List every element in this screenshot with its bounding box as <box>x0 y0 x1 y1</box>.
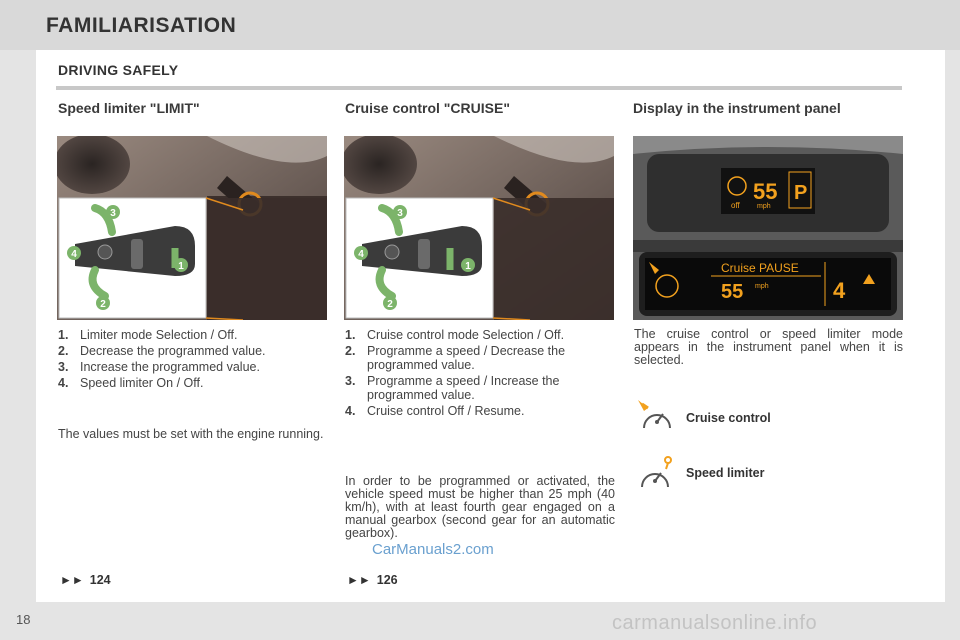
list-item: 1. Limiter mode Selection / Off. <box>58 328 238 342</box>
watermark: CarManuals2.com <box>372 541 494 558</box>
speed-limiter-title: Speed limiter "LIMIT" <box>58 100 200 116</box>
header-bar <box>0 0 960 50</box>
section-title: DRIVING SAFELY <box>58 62 179 78</box>
list-item: 4. Cruise control Off / Resume. <box>345 404 525 418</box>
gear-indicator-top: P <box>794 182 808 204</box>
chapter-title: FAMILIARISATION <box>46 14 237 37</box>
speed-limiter-label: Speed limiter <box>686 466 765 480</box>
stalk-illustration <box>57 136 327 320</box>
stalk-button <box>385 245 399 259</box>
stalk-switch <box>131 239 143 269</box>
list-item: 3. Increase the programmed value. <box>58 360 260 374</box>
cruise-control-photo <box>344 136 614 320</box>
speed-limiter-icon <box>636 455 676 498</box>
instrument-panel-photo <box>633 136 903 320</box>
top-unit: mph <box>757 203 771 210</box>
list-item: 3. Programme a speed / Increase the programmed value. <box>345 374 560 402</box>
bottom-unit: mph <box>755 283 769 290</box>
gear-indicator-bottom: 4 <box>833 278 846 303</box>
stalk-illustration <box>344 136 614 320</box>
cruise-control-list <box>345 328 615 420</box>
bottom-speed: 55 <box>721 281 744 303</box>
page-number: 18 <box>16 612 31 627</box>
speed-limiter-photo <box>57 136 327 320</box>
cruise-control-note: In order to be programmed or activated, the vehicle speed must be higher than 25 mph (40 km/h), with at least fourth gear engaged on a manual gearbox (second gear for an automatic gearbox). <box>345 474 615 540</box>
stalk-button <box>98 245 112 259</box>
top-speed: 55 <box>753 179 778 204</box>
list-item: 2. Programme a speed / Decrease the programmed value. <box>345 344 566 372</box>
skip-forward-icon: ►► <box>60 573 84 587</box>
section-divider <box>56 86 902 90</box>
cruise-control-title: Cruise control "CRUISE" <box>345 100 510 116</box>
display-note: The cruise control or speed limiter mode appears in the instrument panel when it is selected. <box>634 327 903 367</box>
list-item: 2. Decrease the programmed value. <box>58 344 266 358</box>
photo-label-4: 4 <box>358 249 364 260</box>
list-item: 1. Cruise control mode Selection / Off. <box>345 328 565 342</box>
photo-label-4: 4 <box>71 249 77 260</box>
photo-label-3: 3 <box>397 208 403 219</box>
stalk-switch <box>418 239 430 269</box>
top-off-text: off <box>731 201 740 210</box>
speed-limiter-note: The values must be set with the engine running. <box>58 427 324 441</box>
cruise-control-label: Cruise control <box>686 411 771 425</box>
cruise-status-text: Cruise PAUSE <box>721 261 799 275</box>
list-item: 4. Speed limiter On / Off. <box>58 376 204 390</box>
page-reference-link[interactable]: ►► 126 <box>347 573 398 587</box>
footer-watermark: carmanualsonline.info <box>612 612 818 634</box>
instrument-panel-illustration <box>633 136 903 320</box>
photo-label-2: 2 <box>387 299 393 310</box>
skip-forward-icon: ►► <box>347 573 371 587</box>
photo-label-1: 1 <box>465 261 471 272</box>
photo-label-1: 1 <box>178 261 184 272</box>
cruise-control-icon <box>636 398 676 441</box>
page-reference-link[interactable]: ►► 124 <box>60 573 111 587</box>
photo-label-2: 2 <box>100 299 106 310</box>
speed-limiter-list <box>58 328 328 392</box>
instrument-display-title: Display in the instrument panel <box>633 100 841 116</box>
photo-label-3: 3 <box>110 208 116 219</box>
